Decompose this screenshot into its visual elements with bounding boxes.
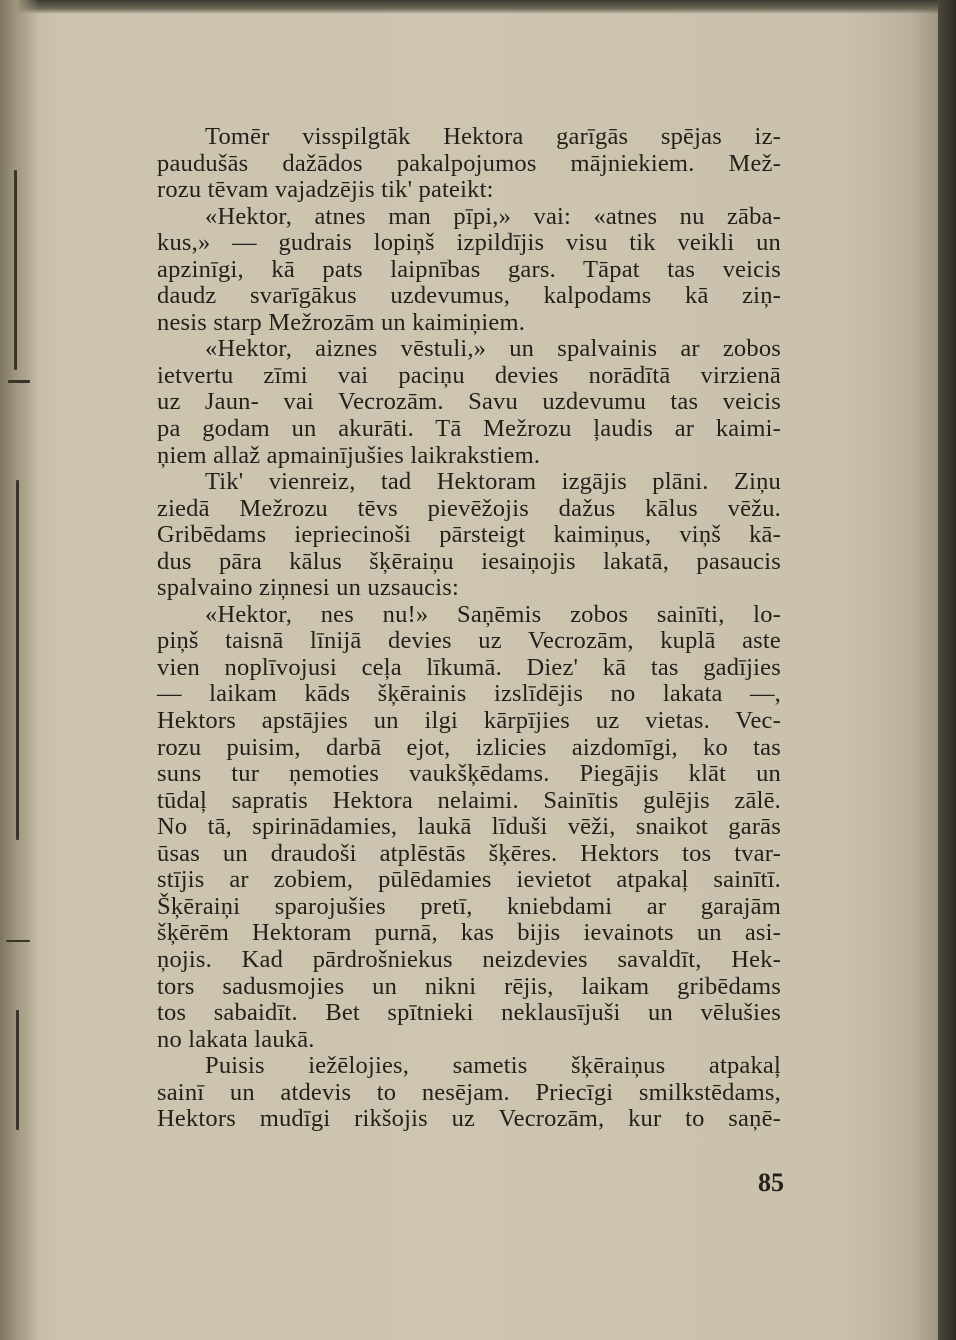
text-line: pa godam un akurāti. Tā Mežrozu ļaudis ar kaimi- — [157, 415, 781, 443]
text-line: rozu puisim, darbā ejot, izlicies aizdomīgi, ko tas — [157, 733, 781, 761]
text-line: «Hektor, aiznes vēstuli,» un spalvainis ar zobos — [205, 335, 781, 363]
text-line: Puisis iežēlojies, sametis šķēraiņus atpakaļ — [205, 1052, 781, 1080]
text-line: tos sabaidīt. Bet spītnieki neklausījuši un vēlušies — [157, 999, 781, 1027]
margin-mark — [8, 380, 30, 383]
text-line: vien noplīvojusi ceļa līkumā. Diez' kā tas gadījies — [157, 653, 781, 681]
margin-mark — [14, 170, 17, 370]
text-line: ietvertu zīmi vai paciņu devies norādītā virzienā — [157, 361, 781, 389]
text-line: daudz svarīgākus uzdevumus, kalpodams kā ziņ- — [157, 282, 781, 310]
body-text — [157, 124, 781, 1133]
page-number: 85 — [758, 1168, 784, 1197]
text-line: spalvaino ziņnesi un uzsaucis: — [157, 574, 459, 602]
text-line: «Hektor, nes nu!» Saņēmis zobos sainīti, lo- — [205, 600, 781, 628]
text-line: sainī un atdevis to nesējam. Priecīgi smilkstēdams, — [157, 1078, 781, 1106]
text-line: Hektors mudīgi rikšojis uz Vecrozām, kur to saņē- — [157, 1105, 781, 1133]
text-line: ņojis. Kad pārdrošniekus neizdevies savaldīt, Hek- — [157, 945, 781, 973]
text-line: tūdaļ sapratis Hektora nelaimi. Sainītis gulējis zālē. — [157, 786, 781, 814]
text-line: suns tur ņemoties vaukšķēdams. Piegājis klāt un — [157, 760, 781, 788]
text-line: kus,» — gudrais lopiņš izpildījis visu tik veikli un — [157, 229, 781, 257]
text-line: dus pāra kālus šķēraiņu iesaiņojis lakatā, pasaucis — [157, 547, 781, 575]
text-line: Hektors apstājies un ilgi kārpījies uz vietas. Vec- — [157, 707, 781, 735]
text-line: Šķēraiņi sparojušies pretī, kniebdami ar garajām — [157, 892, 781, 920]
text-line: apzinīgi, kā pats laipnības gars. Tāpat tas veicis — [157, 255, 781, 283]
text-line: tors sadusmojies un nikni rējis, laikam gribēdams — [157, 972, 781, 1000]
text-line: rozu tēvam vajadzējis tik' pateikt: — [157, 176, 494, 204]
text-line: No tā, spirinādamies, laukā līduši vēži, snaikot garās — [157, 813, 781, 841]
text-line: šķērēm Hektoram purnā, kas bijis ievainots un asi- — [157, 919, 781, 947]
page-edge — [938, 0, 956, 1340]
margin-mark — [6, 940, 30, 942]
text-line: uz Jaun- vai Vecrozām. Savu uzdevumu tas veicis — [157, 388, 781, 416]
text-line: ziedā Mežrozu tēvs pievēžojis dažus kālus vēžu. — [157, 494, 781, 522]
text-line: ūsas un draudoši atplēstās šķēres. Hektors tos tvar- — [157, 839, 781, 867]
text-line: — laikam kāds šķērainis izslīdējis no lakata —, — [157, 680, 781, 708]
text-line: piņš taisnā līnijā devies uz Vecrozām, kuplā aste — [157, 627, 781, 655]
text-line: «Hektor, atnes man pīpi,» vai: «atnes nu zāba- — [205, 202, 781, 230]
text-line: Tomēr visspilgtāk Hektora garīgās spējas iz- — [205, 123, 781, 150]
margin-mark — [16, 1010, 19, 1130]
page-binding-shadow — [0, 0, 40, 1340]
text-line: no lakata laukā. — [157, 1025, 315, 1053]
text-line: paudušās dažādos pakalpojumos mājniekiem. Mež- — [157, 149, 781, 177]
text-line: nesis starp Mežrozām un kaimiņiem. — [157, 308, 526, 336]
margin-mark — [16, 480, 19, 840]
text-line: stījis ar zobiem, pūlēdamies ievietot atpakaļ sainītī. — [157, 866, 781, 894]
text-line: Tik' vienreiz, tad Hektoram izgājis plāni. Ziņu — [205, 468, 781, 496]
text-line: ņiem allaž apmainījušies laikrakstiem. — [157, 441, 541, 469]
text-line: Gribēdams iepriecinoši pārsteigt kaimiņus, viņš kā- — [157, 521, 781, 549]
